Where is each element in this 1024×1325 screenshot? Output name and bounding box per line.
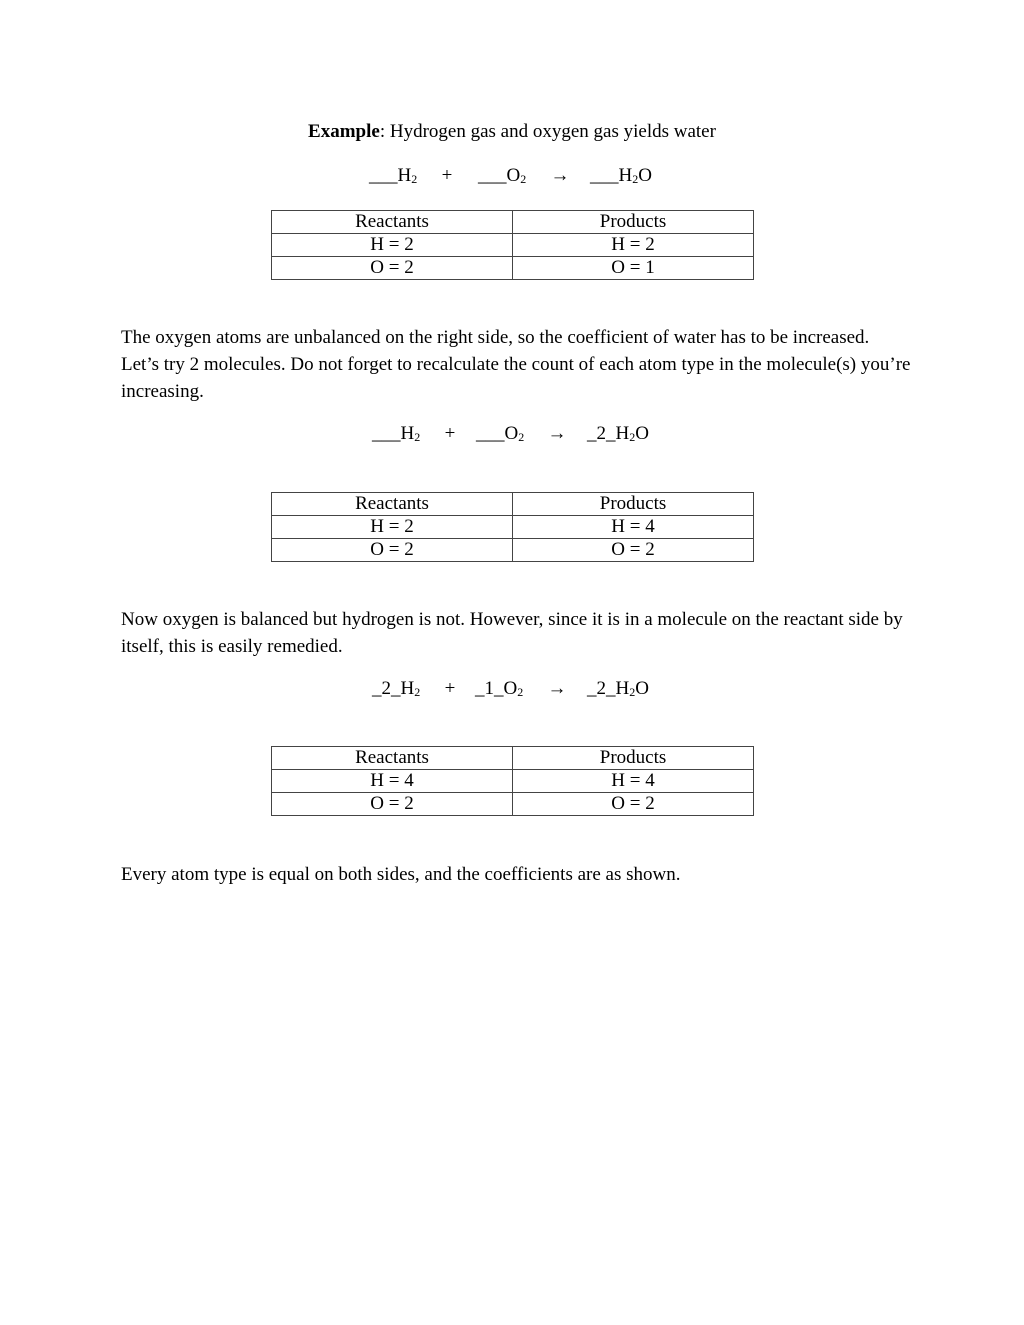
h2-term: $\_2\_H_2$ <box>372 678 421 699</box>
reactant-o-count: O = 2 <box>272 793 513 816</box>
yields-arrow: → <box>550 165 570 186</box>
reactants-header: Reactants <box>272 493 513 516</box>
yields-arrow: → <box>547 423 567 444</box>
table-row <box>272 516 754 539</box>
example-label: Example <box>308 121 380 142</box>
atom-count-table-2 <box>271 492 754 562</box>
products-header: Products <box>513 747 754 770</box>
plus-sign: + <box>444 678 456 699</box>
table-header-row <box>272 493 754 516</box>
reactant-h-count: H = 2 <box>272 234 513 257</box>
reactant-o-count: O = 2 <box>272 539 513 562</box>
h2o-term: $\_2\_H_2O$ <box>587 423 649 444</box>
equation-3 <box>0 677 1024 703</box>
product-o-count: O = 1 <box>513 257 754 280</box>
plus-sign: + <box>444 423 456 444</box>
o2-term: $\_1\_O_2$ <box>475 678 524 699</box>
products-header: Products <box>513 493 754 516</box>
reactants-header: Reactants <box>272 211 513 234</box>
product-o-count: O = 2 <box>513 793 754 816</box>
table-row <box>272 793 754 816</box>
h2-term: $\_\_\_H_2$ <box>372 423 421 444</box>
reactant-h-count: H = 2 <box>272 516 513 539</box>
reactant-o-count: O = 2 <box>272 257 513 280</box>
product-h-count: H = 4 <box>513 770 754 793</box>
equation-2 <box>0 422 1024 448</box>
products-header: Products <box>513 211 754 234</box>
table-row <box>272 234 754 257</box>
h2o-term: $\_\_\_H_2O$ <box>590 165 652 186</box>
example-description: : Hydrogen gas and oxygen gas yields water <box>379 121 716 142</box>
table-header-row <box>272 747 754 770</box>
product-h-count: H = 4 <box>513 516 754 539</box>
o2-term: $\_\_\_O_2$ <box>476 423 525 444</box>
h2-term: $\_\_\_H_2$ <box>369 165 418 186</box>
paragraph-2: Now oxygen is balanced but hydrogen is not. However, since it is in a molecule on the reactant side by itself, this is easily remedied. <box>121 609 903 657</box>
paragraph-3: Every atom type is equal on both sides, and the coefficients are as shown. <box>121 864 681 885</box>
equation-1 <box>0 164 1024 190</box>
plus-sign: + <box>441 165 453 186</box>
product-o-count: O = 2 <box>513 539 754 562</box>
table-row <box>272 257 754 280</box>
atom-count-table-3 <box>271 746 754 816</box>
h2o-term: $\_2\_H_2O$ <box>587 678 649 699</box>
paragraph-1: The oxygen atoms are unbalanced on the right side, so the coefficient of water has to be increased. Let’s try 2 molecules. Do not forget to recalculate the count of each atom type in the molecule(s) you’re increasing. <box>121 327 911 402</box>
reactants-header: Reactants <box>272 747 513 770</box>
table-header-row <box>272 211 754 234</box>
yields-arrow: → <box>547 678 567 699</box>
product-h-count: H = 2 <box>513 234 754 257</box>
example-heading <box>0 120 1024 144</box>
table-row <box>272 539 754 562</box>
atom-count-table-1 <box>271 210 754 280</box>
o2-term: $\_\_\_O_2$ <box>478 165 527 186</box>
table-row <box>272 770 754 793</box>
reactant-h-count: H = 4 <box>272 770 513 793</box>
